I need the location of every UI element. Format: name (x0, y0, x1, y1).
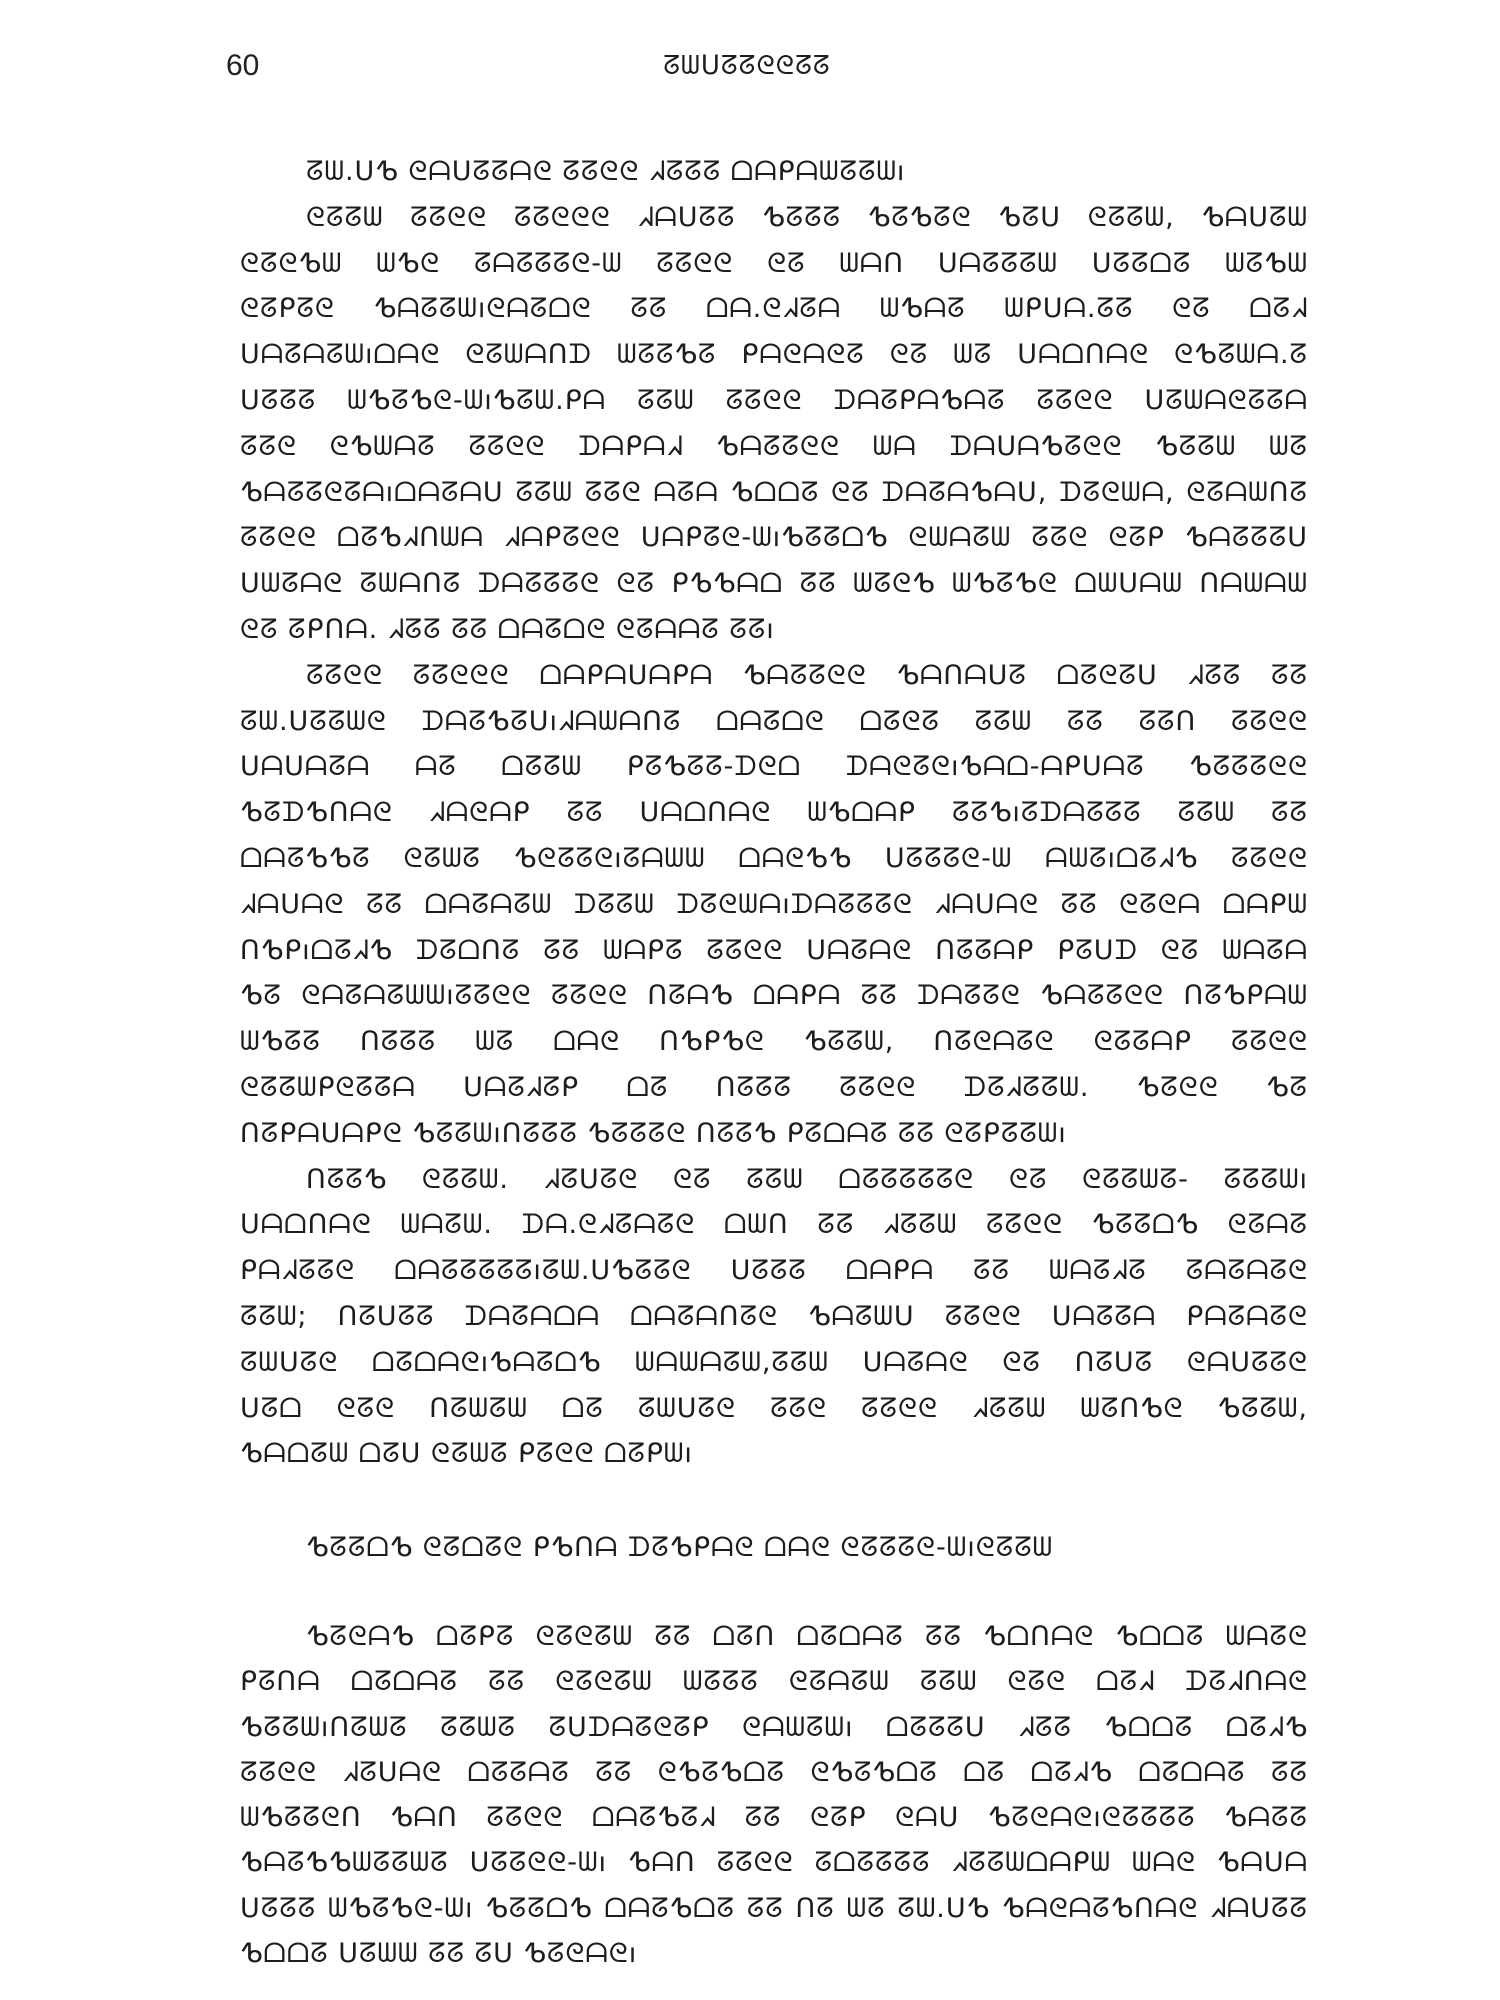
text-line: ᑎᕹᑭıᗝᘔᖽᕹ ᗪᘔᗝᑎᘔ ᘔᘔ ᗯᗩᑭᘔ ᘔᘔᘓᘓ ᑌᗩᘔᗩᘓ ᑎᘔᘔᗩᑭ ᑭᘔᑌᗪ ᘓᘔ ᗯᗩᘔᗩ (240, 934, 1308, 966)
text-line: ᑌᘔᗝ ᘓᘔᘓ ᑎᘔᗯᘔᗯ ᗝᘔ ᘔᗯᑌᘔᘓ ᘔᘔᘓ ᘔᘔᘓᘓ ᖽᘔᘔᗯ ᗯᘔᑎᕹᘓ ᕹᘔᘔᗯ, (240, 1392, 1308, 1424)
text-line: ᑌᘔᘔᘔ ᗯᕹᘔᕹᘓ-ᗯıᕹᘔᗯ.ᑭᗩ ᘔᘔᗯ ᘔᘔᘓᘓ ᗪᗩᘔᑭᗩᕹᗩᘔ ᘔᘔᘓᘓ ᑌᘔᗯᗩᘓᘔᘔᗩ (240, 384, 1308, 416)
text-line: ᑌᗯᘔᗩᘓ ᘔᗯᗩᑎᘔ ᗪᗩᘔᘔᘔᘓ ᘓᘔ ᑭᕹᕹᗩᗝ ᘔᘔ ᗯᘔᘓᕹ ᗯᕹᘔᕹᘓ ᗝᗯᑌᗩᗯ ᑎᗩᗯᗩᗯ (240, 568, 1308, 600)
paragraph (240, 1157, 1308, 1478)
paragraph (240, 653, 1308, 1157)
paragraph (240, 195, 1308, 653)
text-line: ᘔᘔᘓ ᘓᕹᗯᗩᘔ ᘔᘔᘓᘓ ᗪᗩᑭᗩᖽ ᕹᗩᘔᘔᘓᘓ ᗯᗩ ᗪᗩᑌᗩᕹᘔᘓᘓ ᕹᘔᘔᗯ ᗯᘔ (240, 430, 1308, 462)
text-line: ᘔᗯᑌᘔᘓ ᗝᘔᗝᗩᘓıᕹᗩᘔᗝᕹ ᗯᗩᗯᗩᘔᗯ,ᘔᘔᗯ ᑌᗩᘔᗩᘓ ᘓᘔ ᑎᘔᑌᘔ ᘓᗩᑌᘔᘔᘓ (240, 1346, 1308, 1378)
text-line: ᕹᘔᘓᗩᕹ ᗝᘔᑭᘔ ᘓᘔᘓᘔᗯ ᘔᘔ ᗝᘔᑎ ᗝᘔᗝᗩᘔ ᘔᘔ ᕹᗝᑎᗩᘓ ᕹᗝᗝᘔ ᗯᗩᘔᘓ (306, 1621, 1308, 1652)
body-text-after-heading (240, 1614, 1308, 1976)
text-line: ᕹᗝᗝᘔ ᑌᘔᗯᗯ ᘔᘔ ᘔᑌ ᕹᘔᘓᗩᘓı (240, 1938, 638, 1970)
paragraph (240, 1614, 1308, 1976)
text-line: ᘓᘔ ᘔᑭᑎᗩ. ᖽᘔᘔ ᘔᘔ ᗝᗩᘔᗝᘓ ᘓᘔᗩᗩᘔ ᘔᘔı (240, 613, 775, 645)
text-line: ᑌᘔᘔᘔ ᗯᕹᘔᕹᘓ-ᗯı ᕹᘔᘔᗝᕹ ᗝᗩᘔᕹᗝᘔ ᘔᘔ ᑎᘔ ᗯᘔ ᘔᗯ.ᑌᕹ ᕹᗩᘓᗩᘔᕹᑎᗩᘓ ᖽᗩᑌᘔᘔ (240, 1892, 1308, 1924)
body-text (240, 149, 1308, 1477)
text-line: ᘔᘔᗯ; ᑎᘔᑌᘔᘔ ᗪᗩᘔᗩᗝᗩ ᗝᗩᘔᗩᑎᘔᘓ ᕹᗩᘔᗯᑌ ᘔᘔᘓᘓ ᑌᗩᘔᘔᗩ ᑭᗩᘔᗩᘔᘓ (240, 1300, 1308, 1332)
text-line: ᑎᘔᑭᗩᑌᗩᑭᘓ ᕹᘔᘔᗯıᑎᘔᘔᘔ ᕹᘔᘔᘔᘓ ᑎᘔᘔᕹ ᑭᘔᗝᗩᘔ ᘔᘔ ᘓᘔᑭᘔᘔᗯı (240, 1117, 1067, 1149)
text-line: ᕹᘔᗪᕹᑎᗩᘓ ᖽᗩᘓᗩᑭ ᘔᘔ ᑌᗩᗝᑎᗩᘓ ᗯᕹᗝᗩᑭ ᘔᘔᕹıᘔᗪᗩᘔᘔᘔ ᘔᘔᗯ ᘔᘔ (240, 797, 1308, 829)
text-line: ᘔᘔᘓᘓ ᗝᘔᕹᖽᑎᗯᗩ ᖽᗩᑭᘔᘓᘓ ᑌᗩᑭᘔᘓ-ᗯıᕹᘔᘔᗝᕹ ᘓᗯᗩᘔᗯ ᘔᘔᘓ ᘓᘔᑭ ᕹᗩᘔᘔᘔᑌ (240, 522, 1308, 554)
text-line: ᕹᗩᘔᘔᘓᘔᗩıᗝᗩᘔᗩᑌ ᘔᘔᗯ ᘔᘔᘓ ᗩᘔᗩ ᕹᗝᗝᘔ ᘓᘔ ᗪᗩᘔᗩᕹᗩᑌ, ᗪᘔᘓᗯᗩ, ᘓᘔᗩᗯᑎᘔ (240, 476, 1308, 508)
text-line: ᖽᗩᑌᗩᘓ ᘔᘔ ᗝᗩᘔᗩᘔᗯ ᗪᘔᘔᗯ ᗪᘔᘓᗯᗩıᗪᗩᘔᘔᘔᘓ ᖽᗩᑌᗩᘓ ᘔᘔ ᘓᘔᘓᗩ ᗝᗩᑭᗯ (240, 888, 1308, 920)
paragraph (240, 149, 1308, 195)
text-line: ᘓᘔᘔᗯ ᘔᘔᘓᘓ ᘔᘔᘓᘓᘓ ᖽᗩᑌᘔᘔ ᕹᘔᘔᘔ ᕹᘔᕹᘔᘓ ᕹᘔᑌ ᘓᘔᘔᗯ, ᕹᗩᑌᘔᗯ (306, 201, 1308, 233)
text-line: ᘔᘔᘓᘓ ᘔᘔᘓᘓᘓ ᗝᗩᑭᗩᑌᗩᑭᗩ ᕹᗩᘔᘔᘓᘓ ᕹᗩᑎᗩᑌᘔ ᗝᘔᘓᘔᑌ ᖽᘔᘔ ᘔᘔ (306, 659, 1308, 691)
text-line: ᘔᘔᘓᘓ ᖽᘔᑌᗩᘓ ᗝᘔᘔᗩᘔ ᘔᘔ ᘓᕹᘔᕹᗝᘔ ᘓᕹᘔᕹᗝᘔ ᗝᘔ ᗝᘔᖽᕹ ᗝᘔᗝᗩᘔ ᘔᘔ (240, 1756, 1308, 1788)
text-line: ᑎᘔᘔᕹ ᘓᘔᘔᗯ. ᖽᘔᑌᘔᘓ ᘓᘔ ᘔᘔᗯ ᗝᘔᘔᘔᘔᘔᘓ ᘓᘔ ᘓᘔᘔᗯᘔ- ᘔᘔᘔᗯı (306, 1163, 1308, 1195)
text-line: ᑌᗩᑌᗩᘔᗩ ᗩᘔ ᗝᘔᘔᗯ ᑭᘔᕹᘔᘔ-ᗪᘓᗝ ᗪᗩᘓᘔᘓıᕹᗩᗝ-ᗩᑭᑌᗩᘔ ᕹᘔᘔᘔᘓᘓ (240, 751, 1308, 783)
text-line: ᗯᕹᘔᘔᘓᑎ ᕹᗩᑎ ᘔᘔᘓᘓ ᗝᗩᘔᕹᘔᖽ ᘔᘔ ᘓᘔᑭ ᘓᗩᑌ ᕹᘔᘓᗩᘓıᘓᘔᘔᘔᘔ ᕹᗩᘔᘔ (240, 1802, 1308, 1834)
section-heading: ᕹᘔᘔᗝᕹ ᘓᘔᗝᘔᘓ ᑭᕹᑎᗩ ᗪᘔᕹᑭᗩᘓ ᗝᗩᘓ ᘓᘔᘔᘔᘓ-ᗯıᘓᘔᘔᗯ (306, 1532, 1054, 1563)
running-header: ᘔᗯᑌᘔᘔᘓᘓᘔᘔ (663, 51, 831, 81)
page-number: 60 (226, 49, 260, 82)
text-line: ᘓᘔᑭᘔᘓ ᕹᗩᘔᘔᗯıᘓᗩᘔᗝᘓ ᘔᘔ ᗝᗩ.ᘓᖽᘔᗩ ᗯᕹᗩᘔ ᗯᑭᑌᗩ.ᘔᘔ ᘓᘔ ᗝᘔᖽ (240, 293, 1308, 325)
text-line: ᗝᗩᘔᕹᕹᘔ ᘓᘔᗯᘔ ᕹᘓᘔᘔᘓıᘔᗩᗯᗯ ᗝᗩᘓᕹᕹ ᑌᘔᘔᘔᘓ-ᗯ ᗩᗯᘔıᗝᘔᖽᕹ ᘔᘔᘓᘓ (240, 842, 1308, 874)
text-line: ᕹᘔ ᘓᗩᘔᗩᘔᗯᗯıᘔᘔᘓᘓ ᘔᘔᘓᘓ ᑎᘔᗩᕹ ᗝᗩᑭᗩ ᘔᘔ ᗪᗩᘔᘔᘓ ᕹᗩᘔᘔᘓᘓ ᑎᘔᕹᑭᗩᗯ (240, 980, 1308, 1012)
text-line: ᕹᘔᘔᗯıᑎᘔᗯᘔ ᘔᘔᗯᘔ ᘔᑌᗪᗩᘔᘓᘔᑭ ᘓᗩᗯᘔᗯı ᗝᘔᘔᘔᑌ ᖽᘔᘔ ᕹᗝᗝᘔ ᗝᘔᖽᕹ (240, 1711, 1308, 1743)
text-line: ᑭᘔᑎᗩ ᗝᘔᗝᗩᘔ ᘔᘔ ᘓᘔᘓᘔᗯ ᗯᘔᘔᘔ ᘓᘔᗩᘔᗯ ᘔᘔᗯ ᘓᘔᘓ ᗝᘔᖽ ᗪᘔᖽᑎᗩᘓ (240, 1666, 1308, 1698)
text-line: ᘔᗯ.ᑌᘔᘔᗯᘓ ᗪᗩᘔᕹᘔᑌıᖽᗩᗯᗩᑎᘔ ᗝᗩᘔᗝᘓ ᗝᘔᘓᘔ ᘔᘔᗯ ᘔᘔ ᘔᘔᑎ ᘔᘔᘓᘓ (240, 705, 1308, 737)
text-line: ᕹᗩᘔᕹᕹᗯᘔᘔᗯᘔ ᑌᘔᘔᘓᘓ-ᗯı ᕹᗩᑎ ᘔᘔᘓᘓ ᘔᗝᘔᘔᘔᘔ ᖽᘔᘔᗯᗝᗩᑭᗯ ᗯᗩᘓ ᕹᗩᑌᗩ (240, 1847, 1308, 1879)
text-line: ᑌᗩᘔᗩᘔᗯıᗝᗩᘓ ᘓᘔᗯᗩᑎᗪ ᗯᘔᘔᕹᘔ ᑭᗩᘓᗩᘓᘔ ᘓᘔ ᗯᘔ ᑌᗩᗝᑎᗩᘓ ᘓᕹᘔᗯᗩ.ᘔ (240, 339, 1308, 371)
text-line: ᑌᗩᗝᑎᗩᘓ ᗯᗩᘔᗯ. ᗪᗩ.ᘓᖽᘔᗩᘔᘓ ᗝᗯᑎ ᘔᘔ ᖽᘔᘔᗯ ᘔᘔᘓᘓ ᕹᘔᘔᗝᕹ ᘓᘔᗩᘔ (240, 1209, 1308, 1241)
text-line: ᑭᗩᖽᘔᘔᘓ ᗝᗩᘔᘔᘔᘔᘔıᘔᗯ.ᑌᕹᘔᘔᘓ ᑌᘔᘔᘔ ᗝᗩᑭᗩ ᘔᘔ ᗯᗩᘔᖽᘔ ᘔᗩᘔᗩᘔᘓ (240, 1255, 1308, 1287)
text-line: ᘔᗯ.ᑌᕹ ᘓᗩᑌᘔᘔᗩᘓ ᘔᘔᘓᘓ ᖽᘔᘔᘔ ᗝᗩᑭᗩᗯᘔᘔᗯı (306, 156, 906, 187)
text-line: ᕹᗩᗝᘔᗯ ᗝᘔᑌ ᘓᘔᗯᘔ ᑭᘔᘓᘓ ᗝᘔᑭᗯı (240, 1438, 693, 1470)
text-line: ᗯᕹᘔᘔ ᑎᘔᘔᘔ ᗯᘔ ᗝᗩᘓ ᑎᕹᑭᕹᘓ ᕹᘔᘔᗯ, ᑎᘔᘓᗩᘔᘓ ᘓᘔᘔᗩᑭ ᘔᘔᘓᘓ (240, 1026, 1308, 1058)
text-line: ᘓᘔᘔᗯᑭᘓᘔᘔᗩ ᑌᗩᘔᖽᘔᑭ ᗝᘔ ᑎᘔᘔᘔ ᘔᘔᘓᘓ ᗪᘔᖽᘔᘔᗯ. ᕹᘔᘓᘓ ᕹᘔ (240, 1071, 1308, 1103)
text-line: ᘓᘔᘓᕹᗯ ᗯᕹᘓ ᘔᗩᘔᘔᘔᘓ-ᗯ ᘔᘔᘓᘓ ᘓᘔ ᗯᗩᑎ ᑌᗩᘔᘔᘔᗯ ᑌᘔᘔᗝᘔ ᗯᘔᕹᗯ (240, 247, 1308, 279)
